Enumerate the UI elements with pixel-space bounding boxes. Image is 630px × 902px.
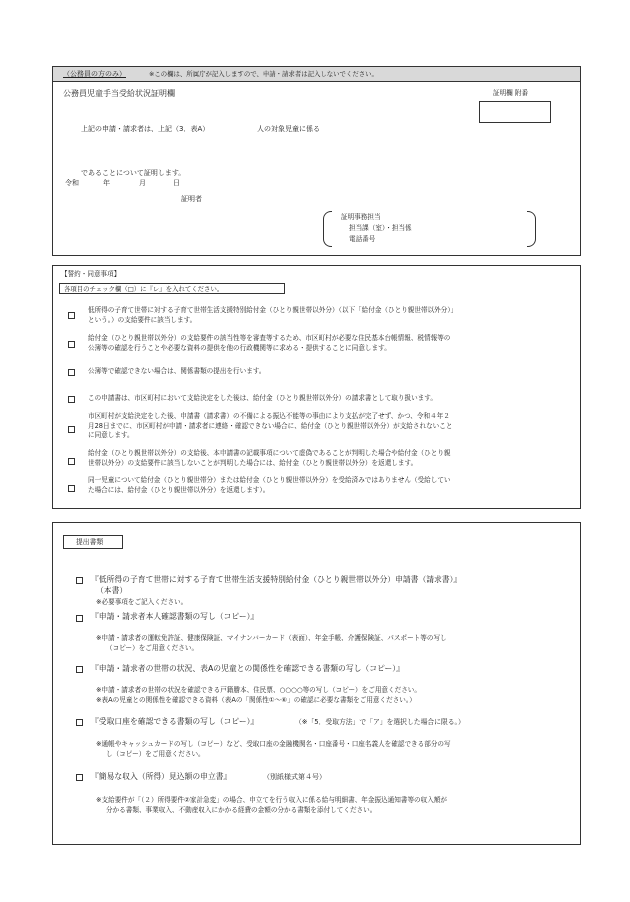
- pledge-checkbox-2[interactable]: [68, 341, 75, 348]
- doc-checkbox-1[interactable]: [76, 577, 83, 584]
- doc-1-note: ※必要事項をご記入ください。: [96, 598, 188, 606]
- date-month: 月: [139, 179, 146, 187]
- pledge-item-5-line-1: 市区町村が支給決定をした後、申請書（請求書）の不備による振込不能等の事由により支払が完了せず、かつ、令和４年２: [88, 412, 450, 420]
- cert-number-field[interactable]: [479, 101, 551, 123]
- documents-title-box: [63, 535, 123, 549]
- official-certification-box: [52, 66, 581, 256]
- pledge-checkbox-7[interactable]: [68, 485, 75, 492]
- official-title: 公務員児童手当受給状況証明欄: [63, 89, 175, 98]
- pledge-checkbox-5[interactable]: [68, 426, 75, 433]
- doc-3-note-1: ※申請・請求者の世帯の状況を確認できる戸籍謄本、住民票、○○○○等の写し（コピー）をご用意ください。: [96, 686, 421, 694]
- documents-box: [52, 522, 581, 845]
- pledge-item-6: [88, 449, 574, 468]
- doc-1-title: 『低所得の子育て世帯に対する子育て世帯生活支援特別給付金（ひとり親世帯以外分）申請書（請求書）』: [91, 575, 462, 584]
- certifier-label: 証明者: [181, 195, 202, 203]
- pledge-item-5-line-3: に同意します。: [88, 431, 134, 440]
- pledge-item-7-line-1: 同一児童について給付金（ひとり親世帯分）または給付金（ひとり親世帯以外分）を受給済みではありません（受給してい: [88, 476, 451, 484]
- doc-checkbox-5[interactable]: [76, 774, 83, 781]
- doc-1-title2: （本書）: [96, 586, 128, 595]
- pledge-item-1: [88, 306, 574, 325]
- doc-3-title: 『申請・請求者の世帯の状況、表Aの児童との関係性を確認できる書類の写し（コピー）』: [91, 664, 404, 673]
- doc-2-title: 『申請・請求者本人確認書類の写し（コピー）』: [91, 612, 259, 621]
- doc-5-note-1: ※支給要件が「（２）所得要件②家計急変」の場合、申立てを行う収入に係る給与明細書、年金振込通知書等の収入額が: [96, 796, 448, 804]
- doc-4-title-note: （※「5．受取方法」で「ア」を選択した場合に限る。）: [295, 718, 465, 726]
- doc-checkbox-2[interactable]: [76, 615, 83, 622]
- pledge-item-5-line-2: 月28日までに、市区町村が申請・請求者に連絡・確認できない場合に、給付金（ひとり親世帯以外分）が支給されないこと: [88, 421, 453, 430]
- doc-3-note-2: ※表Aの児童との関係性を確認できる資料（表Aの「関係性①〜⑥」の確認に必要な書類をご用意ください。）: [96, 696, 416, 704]
- pledge-instruction: 各項目のチェック欄（□）に『レ』を入れてください。: [64, 285, 224, 293]
- pledge-box: [52, 265, 581, 509]
- pledge-checkbox-6[interactable]: [68, 458, 75, 465]
- pledge-item-3-line-1: 公簿等で確認できない場合は、関係書類の提出を行います。: [88, 367, 266, 375]
- pledge-item-3: [88, 367, 574, 377]
- pledge-item-1-line-2: という。）の支給要件に該当します。: [88, 315, 197, 324]
- doc-checkbox-3[interactable]: [76, 666, 83, 673]
- doc-4-note-2: し（コピー）をご用意ください。: [106, 750, 205, 758]
- pledge-item-6-line-2: 世帯以外分）の支給要件に該当しないことが判明した場合には、給付金（ひとり親世帯以外分）を返還します。: [88, 458, 418, 467]
- pledge-item-7-line-2: た場合には、給付金（ひとり親世帯以外分）を返還します）。: [88, 485, 270, 494]
- cert-number-label: 証明欄 附番: [493, 89, 529, 97]
- doc-4-note-1: ※通帳やキャッシュカードの写し（コピー）など、受取口座の金融機関名・口座番号・口座名義人を確認できる部分の写: [96, 740, 451, 748]
- date-year: 年: [103, 179, 110, 187]
- cert-line-1b: 人の対象児童に係る: [257, 125, 320, 133]
- doc-4-title: 『受取口座を確認できる書類の写し（コピー）』: [91, 717, 259, 726]
- pledge-title: 【誓約・同意事項】: [61, 270, 121, 278]
- doc-2-note-2: （コピー）をご用意ください。: [106, 644, 199, 652]
- official-header-note: ※この欄は、所属庁が記入しますので、申請・請求者は記入しないでください。: [149, 70, 378, 78]
- pledge-item-2-line-1: 給付金（ひとり親世帯以外分）の支給要件の該当性等を審査等するため、市区町村が必要な住民基本台帳情報、税情報等の: [88, 334, 451, 342]
- contact-line-1: 証明事務担当: [341, 213, 381, 221]
- doc-checkbox-4[interactable]: [76, 719, 83, 726]
- doc-5-title: 『簡易な収入（所得）見込額の申立書』: [91, 772, 232, 781]
- official-header-label: （公務員の方のみ）: [63, 70, 126, 78]
- pledge-item-7: [88, 476, 574, 495]
- date-day: 日: [173, 179, 180, 187]
- pledge-item-2: [88, 334, 574, 353]
- doc-5-title-note: （別紙様式第４号）: [263, 773, 326, 781]
- pledge-instruction-box: [59, 283, 285, 294]
- doc-2-note-1: ※申請・請求者の運転免許証、健康保険証、マイナンバーカード（表面）、年金手帳、介護保険証、パスポート等の写し: [96, 634, 447, 642]
- contact-line-2: 担当課（室）・担当係: [349, 224, 412, 232]
- pledge-checkbox-4[interactable]: [68, 396, 75, 403]
- documents-title: 提出書類: [76, 538, 104, 546]
- pledge-item-4: [88, 394, 574, 404]
- pledge-checkbox-3[interactable]: [68, 369, 75, 376]
- pledge-item-2-line-2: 公簿等の確認を行うことや必要な資料の提供を他の行政機関等に求める・提供することに同意します。: [88, 343, 391, 352]
- pledge-item-6-line-1: 給付金（ひとり親世帯以外分）の支給後、本申請書の記載事項について虚偽であることが判明した場合や給付金（ひとり親: [88, 449, 451, 457]
- pledge-item-1-line-1: 低所得の子育て世帯に対する子育て世帯生活支援特別給付金（ひとり親世帯以外分）（以下「給付金（ひとり親世帯以外分）」: [88, 306, 458, 314]
- pledge-item-4-line-1: この申請書は、市区町村において支給決定をした後は、給付金（ひとり親世帯以外分）の請求書として取り扱います。: [88, 394, 437, 402]
- cert-line-2: であることについて証明します。: [81, 169, 186, 177]
- doc-5-note-2: 分かる書類、事業収入、不動産収入にかかる経費の金額の分かる書類を添付してください。: [106, 806, 377, 814]
- contact-line-3: 電話番号: [349, 235, 376, 243]
- cert-line-1a: 上記の申請・請求者は、上記（3．表A）: [81, 125, 210, 133]
- pledge-item-5: [88, 412, 574, 441]
- contact-bracket-right: [527, 211, 536, 247]
- date-era: 令和: [65, 179, 79, 187]
- pledge-checkbox-1[interactable]: [68, 312, 75, 319]
- contact-bracket-left: [323, 211, 332, 247]
